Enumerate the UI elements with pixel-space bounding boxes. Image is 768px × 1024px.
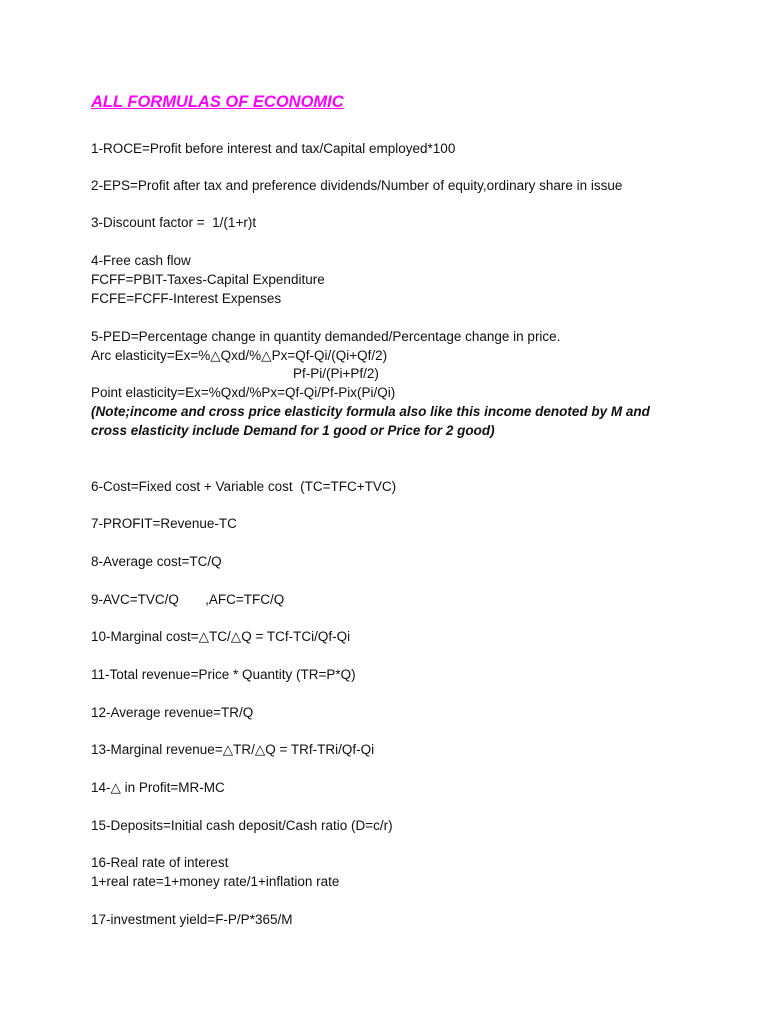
formula-eps: 2-EPS=Profit after tax and preference dividends/Number of equity,ordinary share in issue	[91, 178, 623, 193]
formula-roce: 1-ROCE=Profit before interest and tax/Capital employed*100	[91, 141, 456, 156]
heading-free-cash-flow: 4-Free cash flow	[91, 253, 191, 268]
formula-total-revenue: 11-Total revenue=Price * Quantity (TR=P*Q)	[91, 667, 356, 682]
formula-investment-yield: 17-investment yield=F-P/P*365/M	[91, 912, 293, 927]
formula-real-rate: 1+real rate=1+money rate/1+inflation rate	[91, 874, 340, 889]
note-line-1: (Note;income and cross price elasticity formula also like this income denoted by M and	[91, 404, 650, 419]
formula-discount-factor: 3-Discount factor = 1/(1+r)t	[91, 215, 257, 230]
formula-arc-elasticity: Arc elasticity=Ex=%△Qxd/%△Px=Qf-Qi/(Qi+Qf/2)	[91, 348, 388, 363]
formula-marginal-cost: 10-Marginal cost=△TC/△Q = TCf-TCi/Qf-Qi	[91, 629, 351, 644]
formula-average-cost: 8-Average cost=TC/Q	[91, 554, 222, 569]
formula-avc-afc: 9-AVC=TVC/Q ,AFC=TFC/Q	[91, 592, 285, 607]
formula-average-revenue: 12-Average revenue=TR/Q	[91, 705, 254, 720]
note-line-2: cross elasticity include Demand for 1 good or Price for 2 good)	[91, 423, 495, 438]
formula-fcff: FCFF=PBIT-Taxes-Capital Expenditure	[91, 272, 325, 287]
heading-real-rate: 16-Real rate of interest	[91, 855, 229, 870]
formula-delta-profit: 14-△ in Profit=MR-MC	[91, 780, 225, 795]
formula-fcfe: FCFE=FCFF-Interest Expenses	[91, 291, 282, 306]
formula-marginal-revenue: 13-Marginal revenue=△TR/△Q = TRf-TRi/Qf-Qi	[91, 742, 375, 757]
document-title: ALL FORMULAS OF ECONOMIC	[91, 93, 344, 111]
formula-deposits: 15-Deposits=Initial cash deposit/Cash ratio (D=c/r)	[91, 818, 393, 833]
formula-ped: 5-PED=Percentage change in quantity demanded/Percentage change in price.	[91, 329, 561, 344]
formula-arc-denominator: Pf-Pi/(Pi+Pf/2)	[293, 366, 379, 381]
formula-cost: 6-Cost=Fixed cost + Variable cost (TC=TFC+TVC)	[91, 479, 397, 494]
formula-profit: 7-PROFIT=Revenue-TC	[91, 516, 237, 531]
formula-point-elasticity: Point elasticity=Ex=%Qxd/%Px=Qf-Qi/Pf-Pix(Pi/Qi)	[91, 385, 396, 400]
